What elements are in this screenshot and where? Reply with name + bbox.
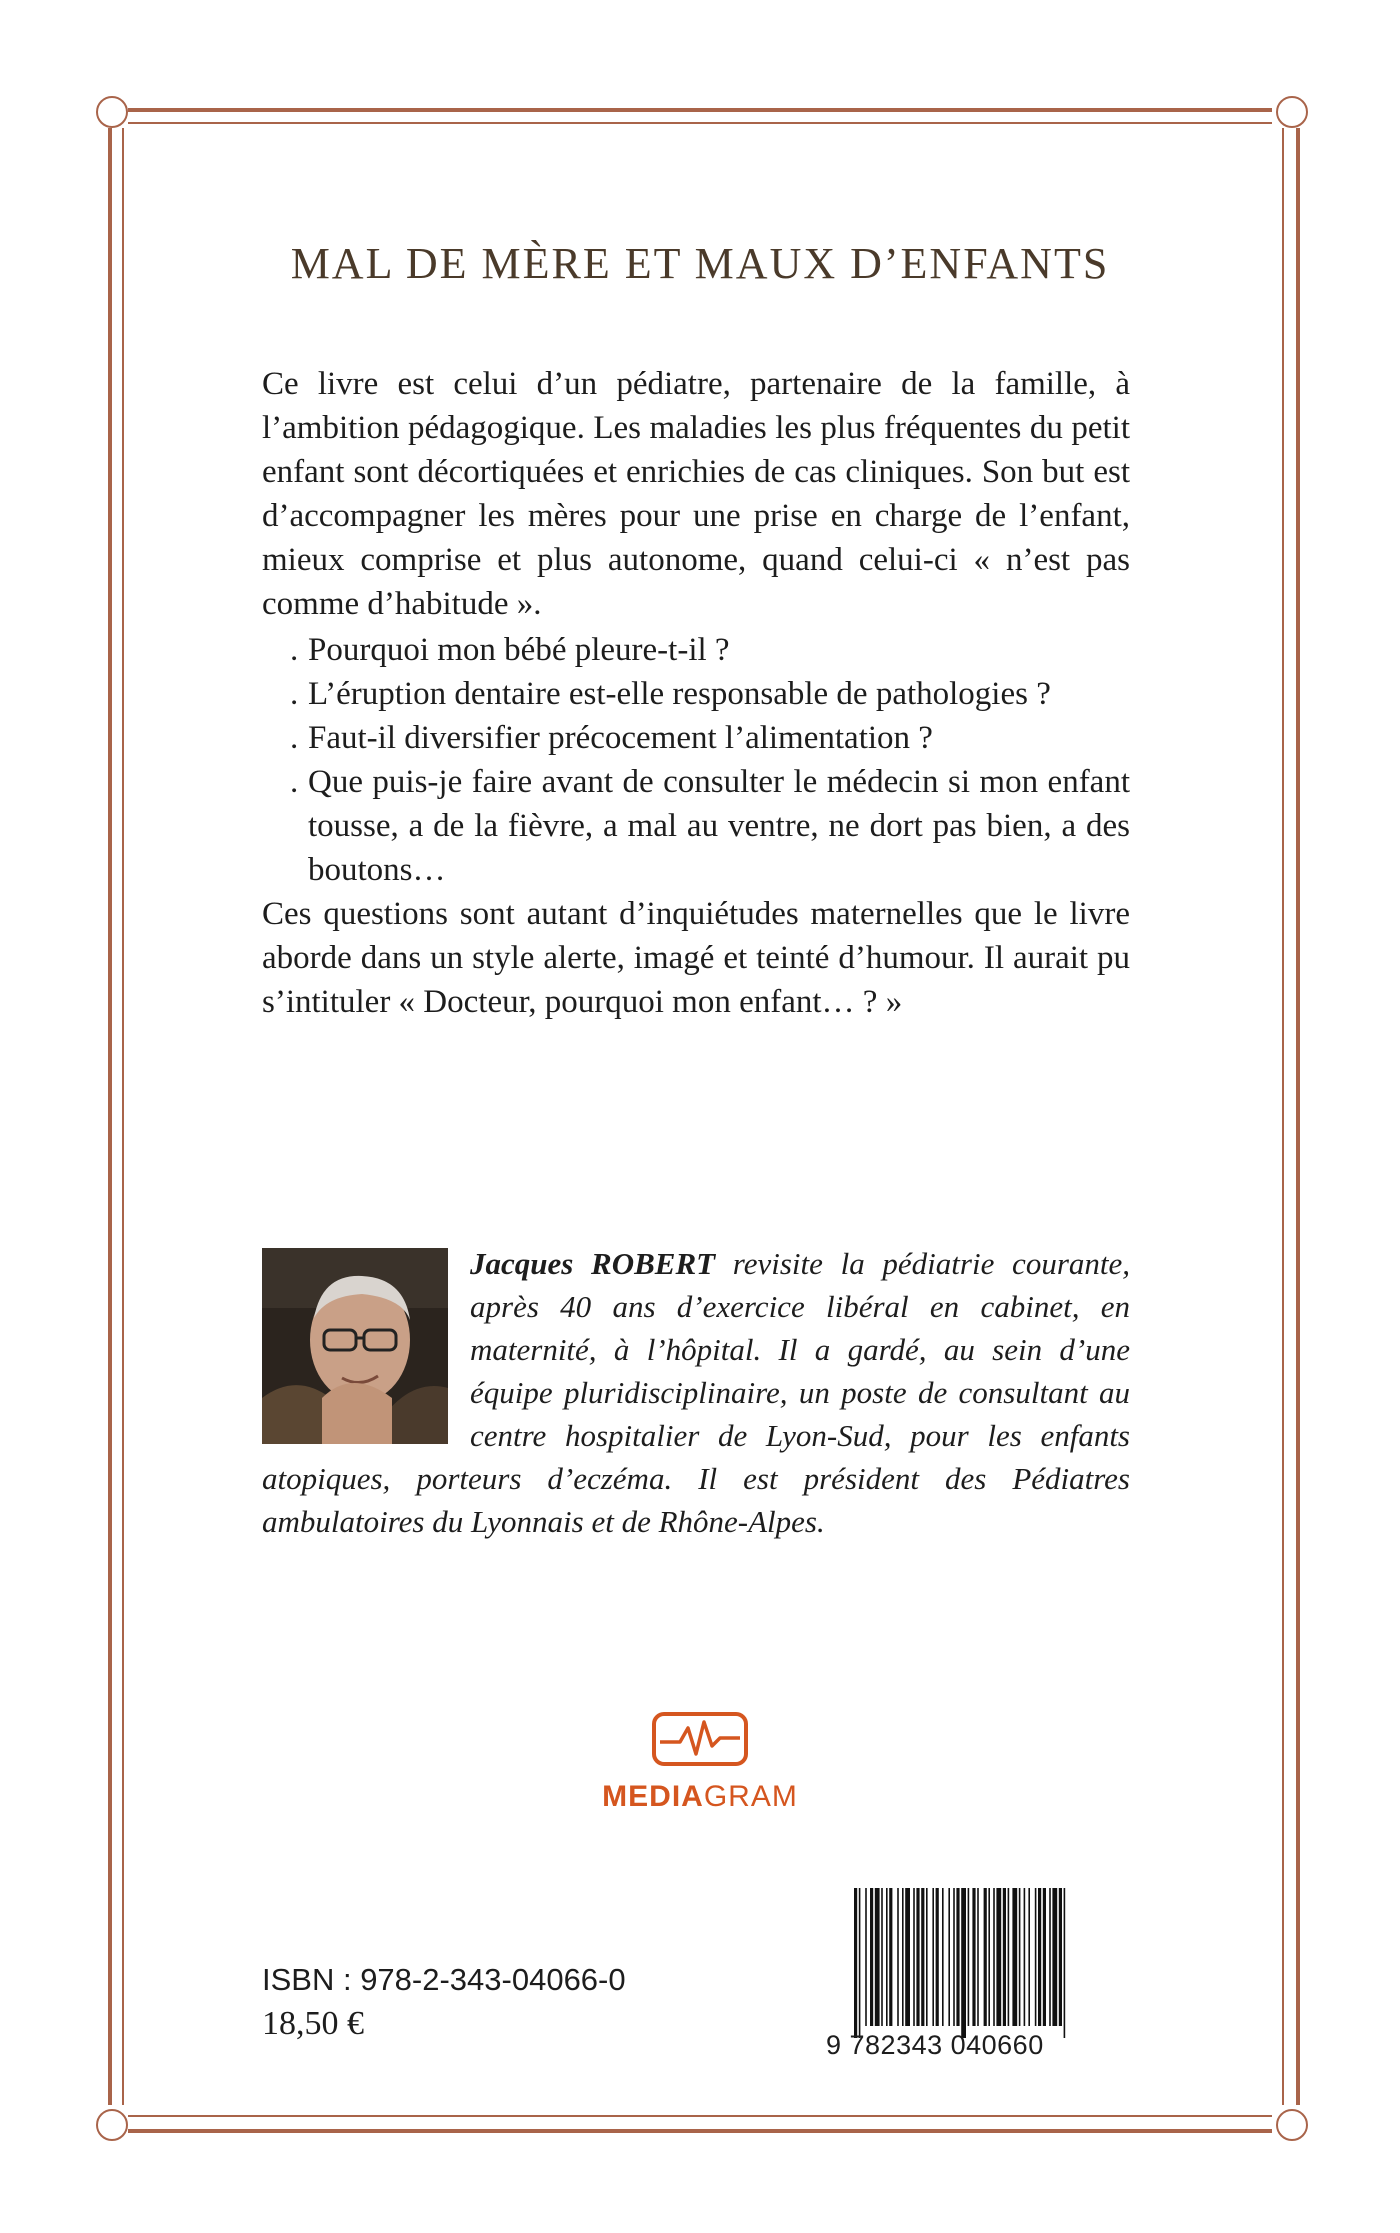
barcode-bar (988, 1888, 990, 2026)
isbn: ISBN : 978-2-343-04066-0 (262, 1962, 626, 1997)
barcode-bar (1038, 1888, 1041, 2026)
barcode-bar (1059, 1888, 1062, 2026)
frame-corner-ornament (96, 2109, 128, 2141)
frame-corner-ornament (1276, 2109, 1308, 2141)
barcode-bar (916, 1888, 919, 2026)
barcode-bar (870, 1888, 873, 2026)
list-item: . Pourquoi mon bébé pleure-t-il ? (290, 632, 730, 668)
barcode-bar (1008, 1888, 1010, 2026)
barcode-bar (1064, 1888, 1066, 2038)
author-bio-text: Jacques ROBERT revisite la pédiatrie courante, après 40 ans d’exercice libéral en cabinet, en maternité, à l’hôpital. Il a gardé, au sein d’une équipe pluridisciplinaire, un poste de consultant au centre hospitalier de Lyon-Sud, pour les enfants atopiques, porteurs d’eczéma. Il est président des Pédiatres ambulatoires du Lyonnais et de Rhône-Alpes. (262, 1246, 1131, 1539)
blurb-intro: Ce livre est celui d’un pédiatre, partenaire de la famille, à l’ambition pédagogique. Les maladies les plus fréquentes du petit enfant sont décortiquées et enrichies de cas cliniques. Son but est d’accompagner les mères pour une prise en charge de l’enfant, mieux comprise et plus autonome, quand celui-ci « n’est pas comme d’habitude ». (262, 366, 1130, 622)
price: 18,50 € (262, 2005, 364, 2042)
barcode-bar (1012, 1888, 1017, 2026)
barcode-bar (972, 1888, 975, 2026)
barcode-bar (859, 1888, 861, 2038)
barcode-bar (977, 1888, 979, 2026)
blurb-outro: Ces questions sont autant d’inquiétudes maternelles que le livre aborde dans un style alerte, imagé et teinté d’humour. Il aurait pu s’intituler « Docteur, pourquoi mon enfant… ? » (262, 896, 1130, 1020)
barcode-bar (875, 1888, 880, 2026)
author-bio (262, 1242, 1130, 1543)
barcode-bar (1019, 1888, 1021, 2026)
publisher-name: MEDIAGRAM (602, 1780, 798, 1813)
barcode-bar (1028, 1888, 1030, 2026)
barcode-bar (953, 1888, 955, 2026)
author-name: Jacques ROBERT (470, 1246, 716, 1281)
barcode-bar (968, 1888, 970, 2026)
barcode-bar (996, 1888, 1001, 2026)
barcode-bar (902, 1888, 904, 2026)
barcode-bar (993, 1888, 995, 2026)
heartbeat-logo-icon (560, 1700, 840, 1780)
barcode-bar (854, 1888, 857, 2038)
author-portrait-image (262, 1248, 448, 1444)
publisher-logo (560, 1700, 840, 1820)
barcode-bar (1003, 1888, 1006, 2026)
list-item: . L’éruption dentaire est-elle responsable de pathologies ? (290, 676, 1051, 712)
list-item: . Faut-il diversifier précocement l’alimentation ? (290, 720, 933, 756)
barcode-bar (881, 1888, 883, 2026)
barcode-bar (1024, 1888, 1026, 2026)
list-item: . Que puis-je faire avant de consulter le médecin si mon enfant tousse, a de la fièvre, a mal au ventre, ne dort pas bien, a des boutons… (290, 764, 1130, 888)
barcode-bar (948, 1888, 950, 2026)
barcode-bar (1052, 1888, 1057, 2026)
barcode-bar (926, 1888, 928, 2026)
frame-corner-ornament (1276, 96, 1308, 128)
book-title: MAL DE MÈRE ET MAUX D’ENFANTS (290, 239, 1110, 288)
author-photo (262, 1248, 448, 1444)
barcode-bar (865, 1888, 867, 2026)
barcode-bar (886, 1888, 888, 2026)
barcode-bar (961, 1888, 966, 2038)
barcode-bar (921, 1888, 924, 2026)
barcode-bar (897, 1888, 899, 2026)
book-blurb (262, 362, 1130, 1024)
barcode-bar (984, 1888, 987, 2026)
barcode-bar (932, 1888, 934, 2026)
barcode-bar (905, 1888, 910, 2026)
barcode-bar (1049, 1888, 1051, 2026)
question-list (262, 628, 1130, 892)
barcode-bar (936, 1888, 939, 2026)
barcode-bar (956, 1888, 959, 2026)
barcode-bar (889, 1888, 892, 2026)
barcode-bar (913, 1888, 915, 2026)
barcode-bar (1043, 1888, 1046, 2026)
frame-corner-ornament (96, 96, 128, 128)
barcode-digits: 9 782343 040660 (826, 2030, 1044, 2060)
barcode-bar (942, 1888, 944, 2026)
barcode-bar (1035, 1888, 1037, 2026)
